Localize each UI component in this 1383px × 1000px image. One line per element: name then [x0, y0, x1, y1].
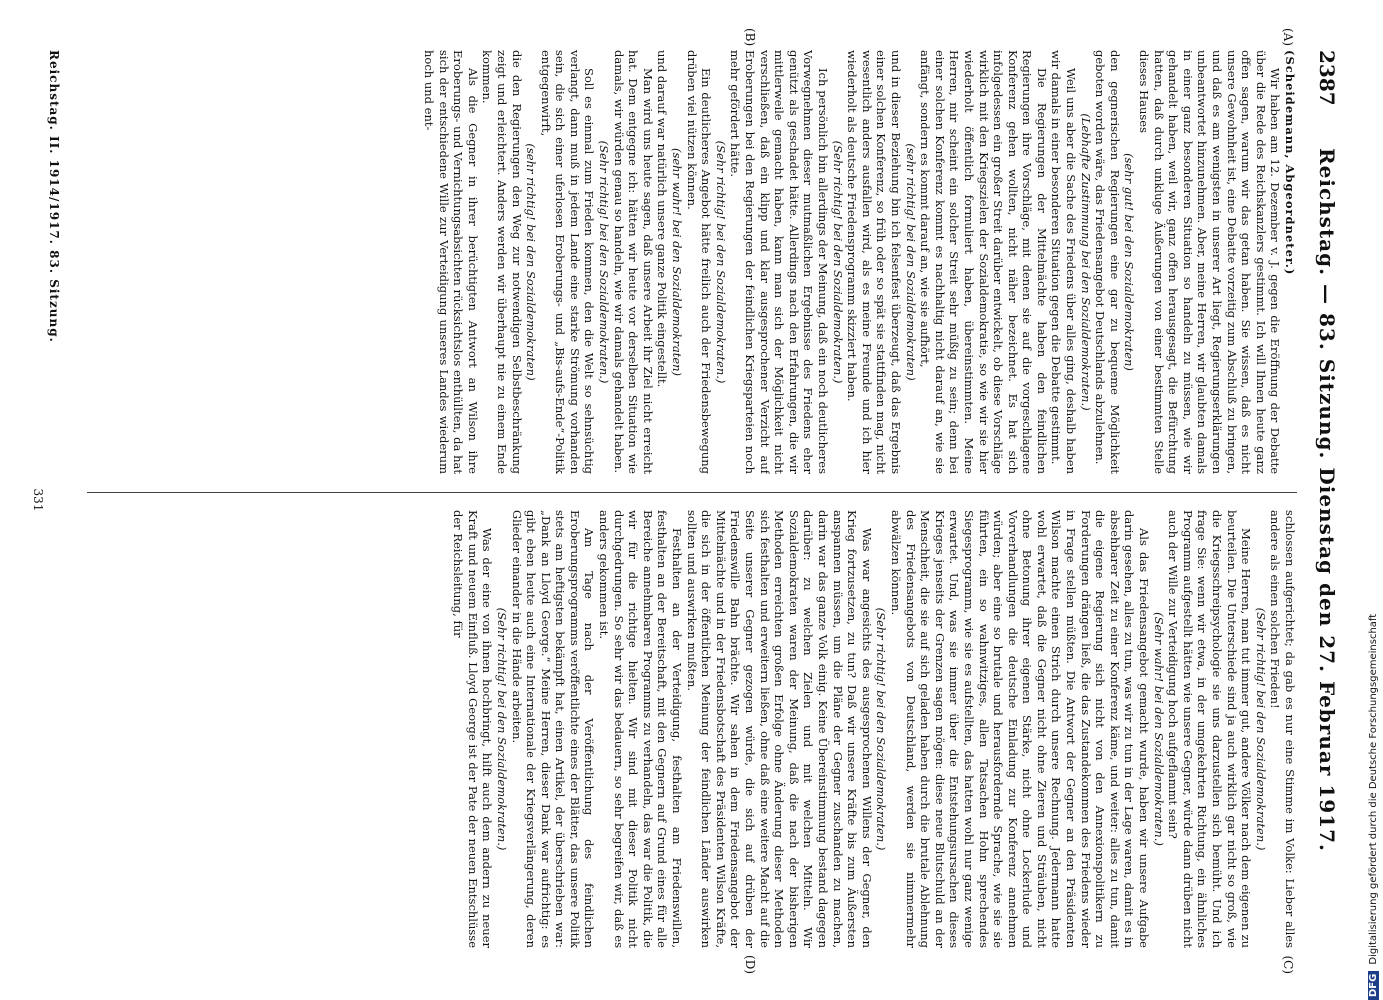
marker-d: (D)	[742, 955, 757, 974]
paragraph: Soll es einmal zum Frieden kommen, den die Welt so sehnsüchtig verlangt, dann muß in jedem Lande eine starke Strömung vorhanden sein, die sich einer uferlosen Eroberungs- und „Bis-aufs-Ende“-Politik entgegenwirft,	[538, 50, 596, 474]
paragraph: Was der eine von ihnen hochbringt, hilft auch dem andern zu neuer Kraft und neuem Einfluß. Lloyd George ist der Pate der neuen Entschlüsse der Reichsleitung, für	[450, 510, 494, 948]
paragraph: Als die Gegner in ihrer berüchtigten Antwort an Wilson ihre Eroberungs- und Vernichtungsabsichten rücksichtslos enthüllten, da hat sich der entschiedene Wille zur Verteidigung unseres Landes wiederum hoch und ent-	[421, 50, 480, 474]
marker-a: (A)	[1280, 28, 1295, 47]
column-divider	[87, 492, 1297, 493]
footer-reference: Reichstag. II. 1914/1917. 83. Sitzung.	[46, 50, 61, 343]
applause: (Sehr richtig! bei den Sozialdemokraten.)	[494, 607, 509, 851]
paragraph: Was war angesichts des ausgesprochenen Willens der Gegner, den Krieg fortzusetzen, zu tun? Daß wir unsere Kräfte bis zum Äußersten anspannen müssen, um die Pläne der Gegner zuschanden zu machen, darin war das ganze Volk einig. Keine Übereinstimmung bestand dagegen darüber: zu welchen Zielen und mit welchen Mitteln. Wir Sozialdemokraten waren der Meinung, daß die nach der bisherigen Methoden erreichten großen Erfolge ohne Änderung dieser Methoden sich festhalten und erweitern ließen, ohne daß eine weitere Macht auf die Seite unserer Gegner gezogen würde, die sich auf drüben der Friedenswille Bahn brächte. Wir sahen in dem Friedensangebot der Mittelmächte und in der Friedensbotschaft des Präsidenten Wilson Kräfte, die sich in der öffentlichen Meinung der feindlichen Länder auswirken sollten und auswirken mußten.	[684, 510, 874, 948]
paragraph: Festhalten an der Verteidigung, festhalten am Friedenswillen, festhalten an der Bereitschaft, mit den Gegnern auf Grund eines für alle Bereiche annehmbaren Programms zu verhandeln, das war die Politik, die wir für die richtige hielten. Wir sind mit dieser Politik nicht durchgedrungen. So sehr wir das bedauern, so sehr begreifen wir, daß es anders gekommen ist.	[596, 510, 684, 948]
applause: (sehr wahr! bei den Sozialdemokraten)	[669, 147, 684, 377]
speaker-line: (Scheidemann, Abgeordneter.)	[1282, 50, 1297, 276]
header-left: 2387	[1314, 50, 1339, 106]
paragraph: Die Regierungen der Mittelmächte haben den feindlichen Regierungen ihre Vorschläge, mit denen sie auf die vorgeschlagene Konferenz gehen wollten, nicht näher bezeichnet. Es hat sich infolgedessen ein großer Streit darüber entwickelt, ob diese Vorschläge wirklich mit den Kriegszielen der Sozialdemokratie, so wie wir sie hier wiederholt öffentlich formuliert haben, übereinstimmten. Meine Herren, mir scheint ein solcher Streit sehr müßig zu sein; denn bei einer solchen Konferenz kommt es nachhaltig nicht darauf an, wie sie anfängt, sondern es kommt darauf an, wie sie aufhört,	[917, 50, 1049, 474]
header-title: Reichstag. — 83. Sitzung. Dienstag den 27. Februar 1917.	[1314, 148, 1339, 852]
paragraph: Als das Friedensangebot gemacht wurde, haben wir unsere Aufgabe darin gesehen, alles zu tun, was wir zu tun in der Lage waren, damit es in absehbarer Zeit zu einer Konferenz käme, und weiter: alles zu tun, damit die eigene Regierung sich nicht von den Annexionspolitikern zu Forderungen drängen ließ, die das Zustandekommen des Friedens wieder in Frage stellen müßten. Die Antwort der Gegner an den Präsidenten Wilson machte einen Strich durch unsere Rechnung. Jedermann hatte wohl erwartet, daß die Gegner nicht ohne Zieren und Sträuben, nicht ohne Betonung ihrer eigenen Stärke, nicht ohne Lockerlude und Vorverhandlungen die deutsche Einladung zur Konferenz annehmen würden; aber eine so brutale und herausfordernde Sprache, wie sie sie führten, ein so wahnwitziges, allen Tatsachen Hohn sprechendes Siegesprogramm, wie sie es aufstellten, das hatten wohl nur ganz wenige erwartet. Und, was sie immer über die Entstehungsursachen dieses Krieges jenseits der Grenzen sagen mögen: diese neue Blutschuld an der Menschheit, die sie auf sich geladen haben durch die brutale Ablehnung des Friedensangebots von Deutschland, werden sie nimmermehr abwälzen können.	[888, 510, 1151, 948]
paragraph: Weil uns aber die Sache des Friedens über alles ging, deshalb haben wir damals in einer besonderen Situation gegen die Debatte gestimmt.	[1049, 50, 1078, 474]
paragraph: Man wird uns heute sagen, daß unsere Arbeit ihr Ziel nicht erreicht hat. Dem entgegne ich: hätten wir heute vor derselben Situation wie damals, wir würden genau so handeln, wie wir damals gehandelt haben.	[611, 50, 655, 474]
applause: (Sehr richtig! bei den Sozialdemokraten.)	[873, 607, 888, 851]
paragraph: Am Tage nach der Veröffentlichung des feindlichen Eroberungsprogramms veröffentlichte eines der Blätter, das unsere Politik stets am heftigsten bekämpft hat, einen Artikel, der überschrieben war: „Dank an Lloyd George.“ Meine Herren, dieser Dank war aufrichtig: es gibt eben heute auch eine Internationale der Kriegsverlängerung, deren Glieder einander in die Hände arbeiten.	[509, 510, 596, 948]
paragraph: Ich persönlich bin allerdings der Meinung, daß ein noch deutlicheres Vorwegnehmen dieser mutmaßlichen Ergebnisse des Friedens eher genützt als geschadet hätte. Allerdings nach den Erfahrungen, die wir mittlerweile gemacht haben, kann man sich der Möglichkeit nicht verschließen, daß ein klipp und klar ausgesprochener Verzicht auf Eroberungen bei den Regierungen der feindlichen Kriegsparteien noch mehr gefördert hätte.	[727, 50, 830, 474]
paragraph: den gegnerischen Regierungen eine gar zu bequeme Möglichkeit geboten worden wäre, das Friedensangebot Deutschlands abzulehnen.	[1092, 50, 1122, 474]
applause: (Sehr richtig! bei den Sozialdemokraten.)	[830, 140, 845, 384]
credit-text: Digitalisierung gefördert durch die Deutsche Forschungsgemeinschaft	[1368, 613, 1379, 965]
paragraph: und darauf war natürlich unsere ganze Politik eingestellt.	[654, 50, 669, 388]
applause: (sehr gut! bei den Sozialdemokraten)	[1121, 153, 1136, 371]
paragraph: schlossen aufgerichtet; da gab es nur eine Stimme im Volke: Lieber alles andere als einen solchen Frieden!	[1267, 510, 1297, 948]
page-number: 331	[30, 488, 45, 512]
left-column	[75, 50, 1297, 474]
rotated-page	[27, 20, 1357, 980]
paragraph: und in dieser Beziehung bin ich felsenfest überzeugt, daß das Ergebnis einer solchen Konferenz, so früh oder so spät sie stattfinden mag, nicht wesentlich anders ausfallen wird, als es meine Freunde und ich hier wiederholt als deutsche Friedensprogramm skizziert haben.	[844, 50, 903, 474]
applause: (sehr richtig! bei den Sozialdemokraten)	[903, 143, 918, 381]
dfg-logo: DFG	[1368, 971, 1379, 1000]
applause: (Sehr richtig! bei den Sozialdemokraten.)	[1253, 607, 1268, 851]
applause: (Lebhafte Zustimmung bei den Sozialdemokraten.)	[1078, 113, 1093, 411]
applause: (Sehr richtig! bei den Sozialdemokraten.)	[713, 140, 728, 384]
paragraph: die den Regierungen den Weg zur notwendigen Selbstbeschränkung zeigt und erleichtert. Anders werden wir überhaupt nie zu einem Ende kommen.	[479, 50, 524, 474]
digitization-credit	[1368, 0, 1382, 1000]
paragraph: Wir haben am 12. Dezember v. J. gegen die Eröffnung der Debatte über die Rede des Reichskanzlers gestimmt. Ich will Ihnen heute ganz offen sagen, warum wir das getan haben. Sie wissen, daß es nicht unsere Gewohnheit ist, eine Debatte vorzeitig zum Abschluß zu bringen, und daß es am wenigsten in unserer Art liegt, Regierungserklärungen unbeantwortet hinzunehmen. Aber, meine Herren, wir glaubten damals in einer ganz besonderen Situation so handeln zu müssen, wie wir gehandelt haben, weil wir, ganz offen herausgesagt, die Befürchtung hatten, daß durch unkluge Äußerungen von einer bestimmten Stelle dieses Hauses	[1136, 50, 1282, 474]
paragraph: Ein deutlicheres Angebot hätte freilich auch der Friedensbewegung drüben viel nützen können.	[684, 50, 713, 474]
applause: (Sehr wahr! bei den Sozialdemokraten.)	[1151, 612, 1166, 846]
page-header	[1313, 50, 1339, 950]
marker-b: (B)	[742, 28, 757, 47]
right-column	[75, 510, 1297, 948]
marker-c: (C)	[1280, 955, 1295, 974]
applause: (sehr richtig! bei den Sozialdemokraten)	[523, 143, 538, 381]
paragraph: Meine Herren, man tut immer gut, andere Völker nach dem eigenen zu beurteilen. Die Unterschiede sind ja auch wirklich gar nicht so groß, wie die Kriegsschreipsychologie sie uns darzustellen sich bemüht. Und ich frage Sie: wenn wir etwa, in der umgekehrten Richtung, ein ähnliches Programm aufgestellt hätten wie unsere Gegner, würde dann drüben nicht auch der Wille zur Verteidigung hoch aufgeflammt sein?	[1165, 510, 1253, 948]
applause: (Sehr richtig! bei den Sozialdemokraten.)	[596, 140, 611, 384]
